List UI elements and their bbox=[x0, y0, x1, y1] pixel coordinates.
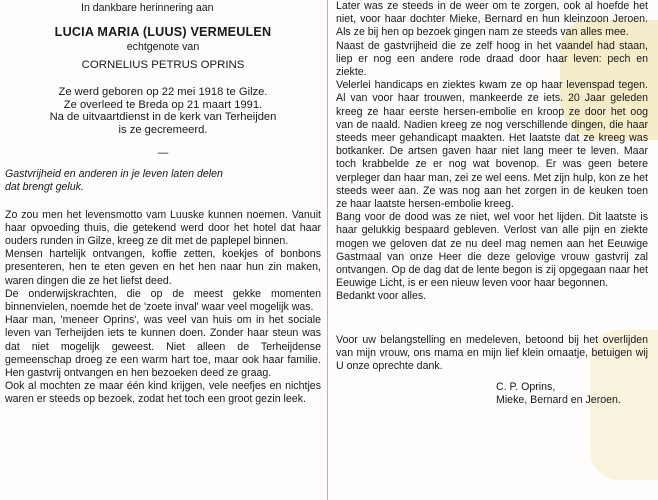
spouse-label: echtgenote van bbox=[126, 41, 200, 54]
deceased-name: LUCIA MARIA (LUUS) VERMEULEN bbox=[54, 25, 272, 40]
motto-line: Gastvrijheid en anderen in je leven laten delen bbox=[5, 168, 223, 181]
paragraph: Ook al mochten ze maar één kind krijgen, vele neefjes en nichtjes waren er steeds op bezoek, zodat het toch een groot gezin leek. bbox=[5, 380, 321, 406]
intro-text: In dankbare herinnering aan bbox=[81, 2, 214, 14]
life-facts bbox=[5, 86, 321, 137]
paragraph: Bang voor de dood was ze niet, wel voor het lijden. Dit laatste is haar gelukkig bespaard gebleven. Verlost van alle pijn en ziekte mogen we geloven dat ze nu deel mag nemen aan het Eeuwige Gastmaal van onze Heer die deze gelovige vrouw gastvrij zal ontvangen. Op de dag dat de lente begon is zij opgegaan naar het Eeuwige Licht, is er een nieuw leven voor haar begonnen. bbox=[336, 211, 648, 290]
paragraph: Velerlei handicaps en ziektes kwam ze op haar levenspad tegen. Al van voor haar trouwen, mankeerde ze iets. 20 Jaar geleden kreeg ze haar eerste hersen-embolie en kroop ze door het oog van de naald. Nadien kreeg ze nog verschillende dingen, die haar steeds meer gehandicapt maakten. Het laatste dat ze kreeg was botkanker. De artsen gaven haar niet lang meer te leven. Maar toch krabbelde ze er nog wat bovenop. Er was geen betere verpleger dan haar man, zei ze wel eens. Met zijn hulp, kon ze het steeds weer aan. Ze was nog aan het zorgen in de keuken toen ze haar laatste hersen-embolie kreeg. bbox=[336, 79, 648, 211]
right-column bbox=[336, 0, 648, 500]
signature bbox=[336, 381, 648, 407]
paragraph: Mensen hartelijk ontvangen, koffie zetten, koekjes of bonbons presenteren, hen te eten geven en het hen naar hun zin maken, waren dingen die ze het liefst deed. bbox=[5, 248, 321, 287]
paragraph: Later was ze steeds in de weer om te zorgen, ook al hoefde het niet, voor haar dochter Mieke, Bernard en hun kleinzoon Jeroen. Als ze bij hen op bezoek gingen nam ze steeds van alles mee. bbox=[336, 0, 648, 39]
fact-line: Na de uitvaartdienst in de kerk van Terheijden bbox=[49, 111, 277, 124]
paragraph: Bedankt voor alles. bbox=[336, 290, 427, 303]
thanks-text: Voor uw belangstelling en medeleven, betoond bij het overlijden van mijn vrouw, ons mama en mijn lief klein omaatje, betuigen wij U onze oprechte dank. bbox=[336, 333, 648, 373]
signature-line: C. P. Oprins, bbox=[496, 381, 556, 394]
motto bbox=[5, 168, 321, 194]
motto-line: dat brengt geluk. bbox=[5, 181, 84, 194]
fact-line: Ze overleed te Breda op 21 maart 1991. bbox=[63, 98, 263, 111]
spouse-name: CORNELIUS PETRUS OPRINS bbox=[81, 58, 245, 71]
paragraph: Naast de gastvrijheid die ze zelf hoog in het vaandel had staan, liep er nog een andere rode draad door haar leven: pech en ziekte. bbox=[336, 39, 648, 79]
separator-dash: — bbox=[157, 147, 169, 159]
paragraph: Haar man, 'meneer Oprins', was veel van huis om in het sociale leven van Terheijden iets te kunnen doen. Zonder haar steun was dat niet mogelijk geweest. Niet alleen de Terheijdense gemeenschap droeg ze een warm hart toe, maar ook haar familie. Hen gastvrij ontvangen en hen bezoeken deed ze graag. bbox=[5, 314, 321, 380]
left-column bbox=[5, 0, 321, 500]
fact-line: is ze gecremeerd. bbox=[118, 124, 208, 137]
fact-line: Ze werd geboren op 22 mei 1918 te Gilze. bbox=[58, 85, 268, 98]
column-divider bbox=[327, 0, 328, 500]
paragraph: De onderwijskrachten, die op de meest gekke momenten binnenvielen, noemde het de 'zoete inval' waar veel mogelijk was. bbox=[5, 287, 321, 314]
paragraph: Zo zou men het levensmotto vam Luuske kunnen noemen. Vanuit haar opvoeding thuis, die getekend werd door het hotel dat haar ouders runden in Gilze, kreeg ze dit met de paplepel binnen. bbox=[5, 208, 321, 248]
signature-line: Mieke, Bernard en Jeroen. bbox=[496, 394, 621, 407]
left-body bbox=[5, 209, 321, 407]
